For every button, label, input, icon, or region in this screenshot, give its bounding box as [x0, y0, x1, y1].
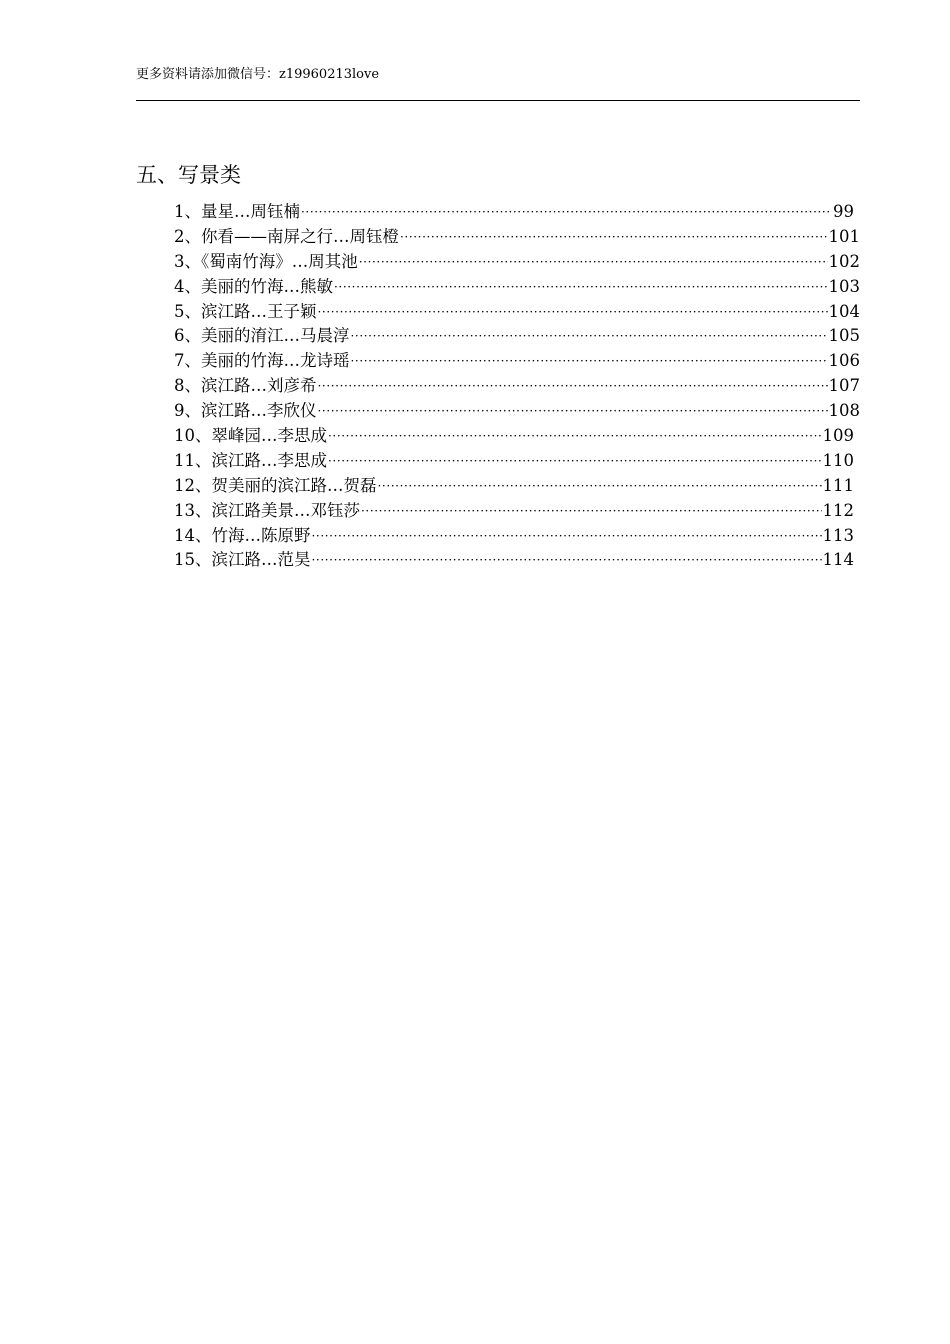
toc-dot-leader: [361, 498, 822, 524]
toc-entry[interactable]: [174, 250, 860, 275]
toc-entry-title: 10、翠峰园…李思成: [174, 426, 327, 446]
toc-entry-title: 5、滨江路…王子颖: [174, 301, 317, 321]
toc-entry[interactable]: [174, 300, 860, 325]
toc-entry-page: 108: [828, 401, 860, 421]
toc-entry-title: 14、竹海…陈原野: [174, 525, 311, 545]
toc-entry-title: 3、《蜀南竹海》…周其池: [174, 251, 358, 271]
toc-entry-title: 4、美丽的竹海…熊敏: [174, 276, 333, 296]
toc-entry-page: 111: [822, 475, 854, 495]
toc-entry[interactable]: [174, 499, 854, 524]
toc-dot-leader: [312, 523, 822, 549]
toc-entry-page: 113: [822, 525, 854, 545]
toc-entry-page: 105: [828, 326, 860, 346]
toc-entry[interactable]: [174, 474, 854, 499]
toc-dot-leader: [328, 448, 822, 474]
toc-dot-leader: [301, 199, 832, 225]
toc-dot-leader: [328, 423, 822, 449]
toc-entry-page: 106: [828, 351, 860, 371]
toc-dot-leader: [378, 473, 822, 499]
toc-entry[interactable]: [174, 349, 860, 374]
toc-entry-title: 11、滨江路…李思成: [174, 450, 327, 470]
toc-entry-title: 8、滨江路…刘彦希: [174, 376, 317, 396]
toc-entry[interactable]: [174, 548, 854, 573]
toc-entry-title: 9、滨江路…李欣仪: [174, 401, 317, 421]
toc-entry-page: 114: [822, 550, 854, 570]
toc-entry-page: 102: [828, 251, 860, 271]
toc-entry-page: 104: [828, 301, 860, 321]
toc-entry-title: 7、美丽的竹海…龙诗瑶: [174, 351, 350, 371]
toc-entry-title: 2、你看——南屏之行…周钰橙: [174, 226, 399, 246]
table-of-contents: [174, 200, 860, 573]
toc-entry-page: 101: [828, 226, 860, 246]
toc-entry-page: 107: [828, 376, 860, 396]
toc-entry[interactable]: [174, 524, 854, 549]
toc-entry-title: 13、滨江路美景…邓钰莎: [174, 500, 360, 520]
toc-dot-leader: [318, 398, 828, 424]
toc-entry[interactable]: [174, 399, 860, 424]
header-divider: [136, 100, 860, 101]
toc-entry-page: 109: [822, 426, 854, 446]
toc-dot-leader: [400, 224, 828, 250]
section-title: 五、写景类: [136, 163, 241, 187]
toc-entry-page: 110: [822, 450, 854, 470]
toc-dot-leader: [312, 547, 822, 573]
page-header-text: 更多资料请添加微信号：z19960213love: [136, 67, 380, 82]
toc-entry[interactable]: [174, 449, 854, 474]
toc-dot-leader: [351, 348, 828, 374]
toc-entry[interactable]: [174, 424, 854, 449]
toc-entry-title: 12、贺美丽的滨江路…贺磊: [174, 475, 377, 495]
toc-entry-title: 15、滨江路…范昊: [174, 550, 311, 570]
toc-dot-leader: [318, 373, 828, 399]
toc-dot-leader: [334, 274, 828, 300]
toc-entry-page: 99: [833, 202, 854, 221]
toc-entry-title: 1、量星…周钰楠: [174, 202, 300, 221]
toc-dot-leader: [318, 299, 828, 325]
toc-dot-leader: [359, 249, 828, 275]
toc-entry-page: 103: [828, 276, 860, 296]
toc-entry-title: 6、美丽的淯江…马晨淳: [174, 326, 350, 346]
toc-entry[interactable]: [174, 200, 854, 225]
toc-entry-page: 112: [822, 500, 854, 520]
toc-dot-leader: [351, 323, 828, 349]
toc-entry[interactable]: [174, 374, 860, 399]
toc-entry[interactable]: [174, 324, 860, 349]
toc-entry[interactable]: [174, 275, 860, 300]
toc-entry[interactable]: [174, 225, 860, 250]
